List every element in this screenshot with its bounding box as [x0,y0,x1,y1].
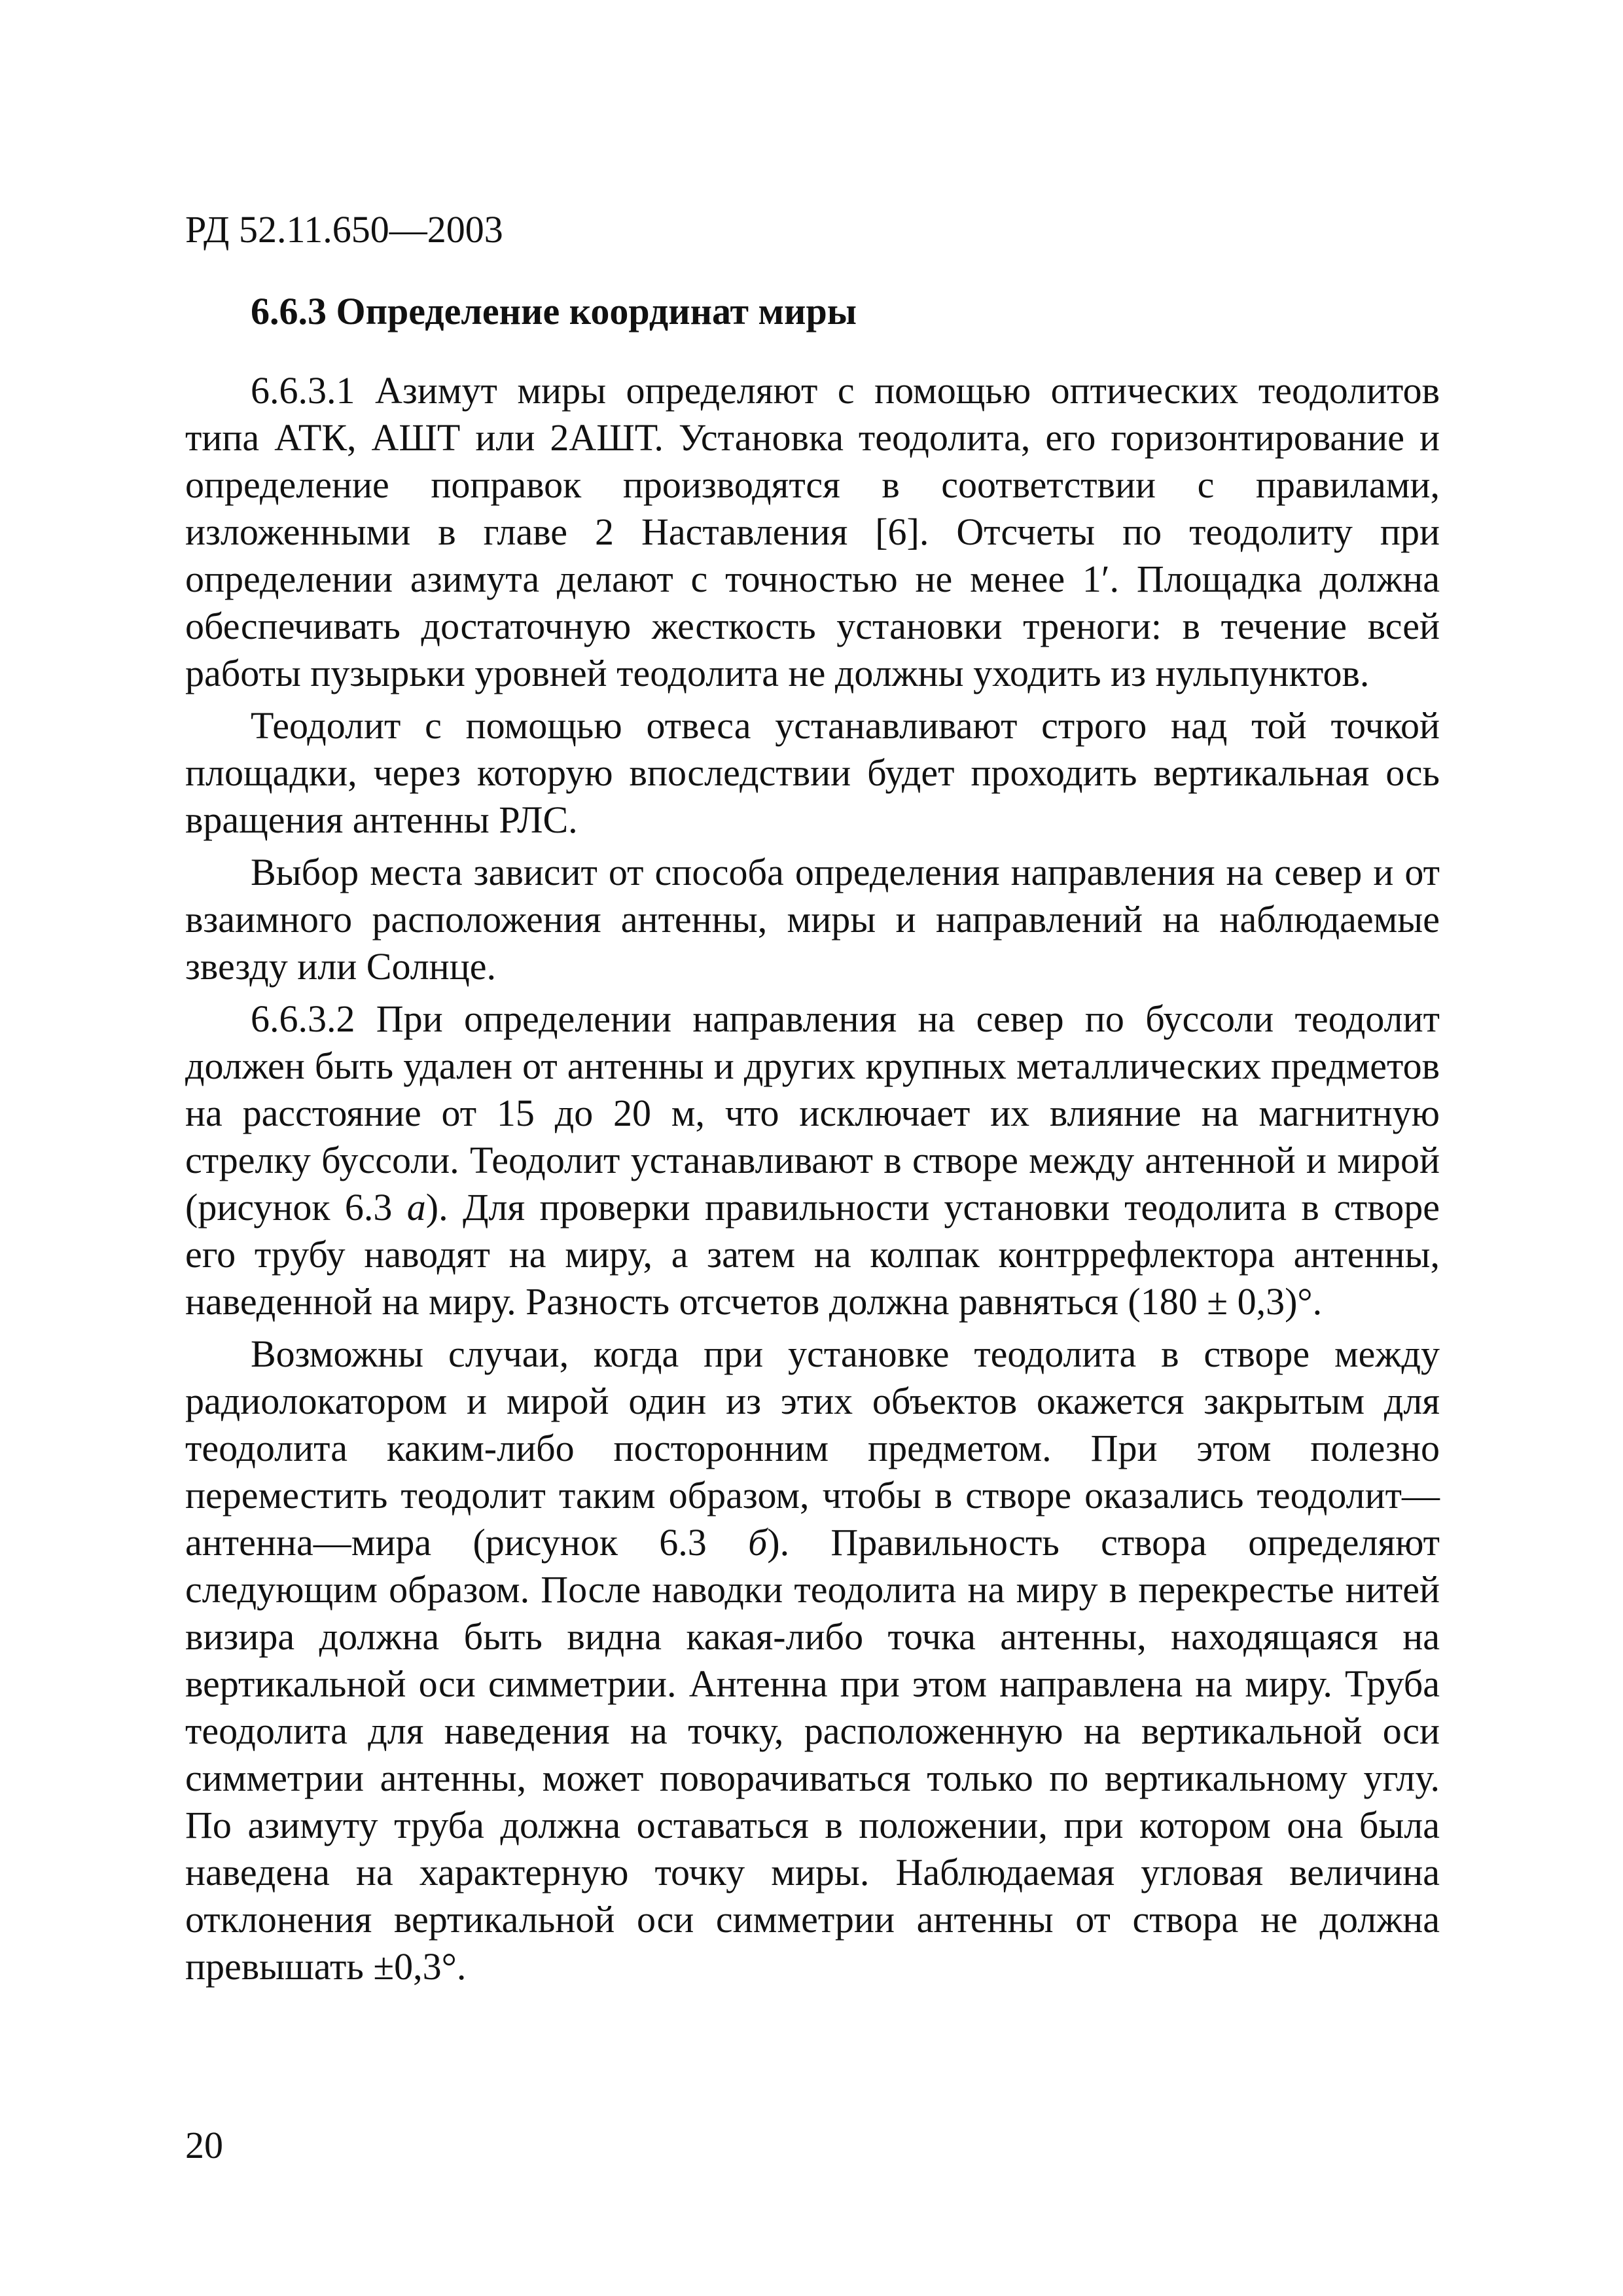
body-text [185,367,1440,1990]
paragraph-theodolite-plumb: Теодолит с помощью отвеса устанавливают строго над той точкой площадки, через которую впоследствии будет проходить вертикальная ось вращения антенны РЛС. [185,704,1440,841]
paragraph-place-choice: Выбор места зависит от способа определения направления на север и от взаимного расположения антенны, миры и направлений на наблюдаемые звезду или Солнце. [185,851,1440,988]
document-code-header: РД 52.11.650—2003 [185,208,503,251]
paragraph-6-6-3-2 [185,996,1440,1325]
paragraph-possible-cases [185,1331,1440,1990]
paragraph-possible-cases-part-2: ). Правильность створа определяют следующим образом. После наводки теодолита на миру в перекрестье нитей визира должна быть видна какая-либо точка антенны, находящаяся на вертикальной оси симметрии. Антенна при этом направлена на миру. Труба теодолита для наведения на точку, расположенную на вертикальной оси симметрии антенны, может поворачиваться только по вертикальному углу. По азимуту труба должна оставаться в положении, при котором она была наведена на характерную точку миры. Наблюдаемая угловая величина отклонения вертикальной оси симметрии антенны от створа не должна превышать ±0,3°. [185,1521,1440,1988]
page-number: 20 [185,2124,223,2166]
paragraph-6-6-3-2-part-1: 6.6.3.2 При определении направления на север по буссоли теодолит должен быть удален от антенны и других крупных металлических предметов на расстояние от 15 до 20 м, что исключает их влияние на магнитную стрелку буссоли. Теодолит устанавливают в створе между антенной и мирой (рисунок 6.3 [185,997,1440,1229]
document-page [185,0,1440,2296]
paragraph-possible-cases-part-1: Возможны случаи, когда при установке теодолита в створе между радиолокатором и мирой один из этих объектов окажется закрытым для теодолита каким-либо посторонним предметом. При этом полезно переместить теодолит таким образом, чтобы в створе оказались теодолит—антенна—мира (рисунок 6.3 [185,1333,1440,1564]
figure-reference-a: а [406,1186,426,1229]
paragraph-6-6-3-1: 6.6.3.1 Азимут миры определяют с помощью оптических теодолитов типа АТК, АШТ или 2АШТ. Установка теодолита, его горизонтирование и определение поправок производятся в соответствии с правилами, изложенными в главе 2 Наставления [6]. Отсчеты по теодолиту при определении азимута делают с точностью не менее 1′. Площадка должна обеспечивать достаточную жесткость установки треноги: в течение всей работы пузырьки уровней теодолита не должны уходить из нульпунктов. [185,369,1440,694]
paragraph-6-6-3-2-part-2: ). Для проверки правильности установки теодолита в створе его трубу наводят на миру, а затем на колпак контррефлектора антенны, наведенной на миру. Разность отсчетов должна равняться (180 ± 0,3)°. [185,1186,1440,1323]
figure-reference-b: б [748,1521,768,1564]
section-title: 6.6.3 Определение координат миры [251,290,857,332]
